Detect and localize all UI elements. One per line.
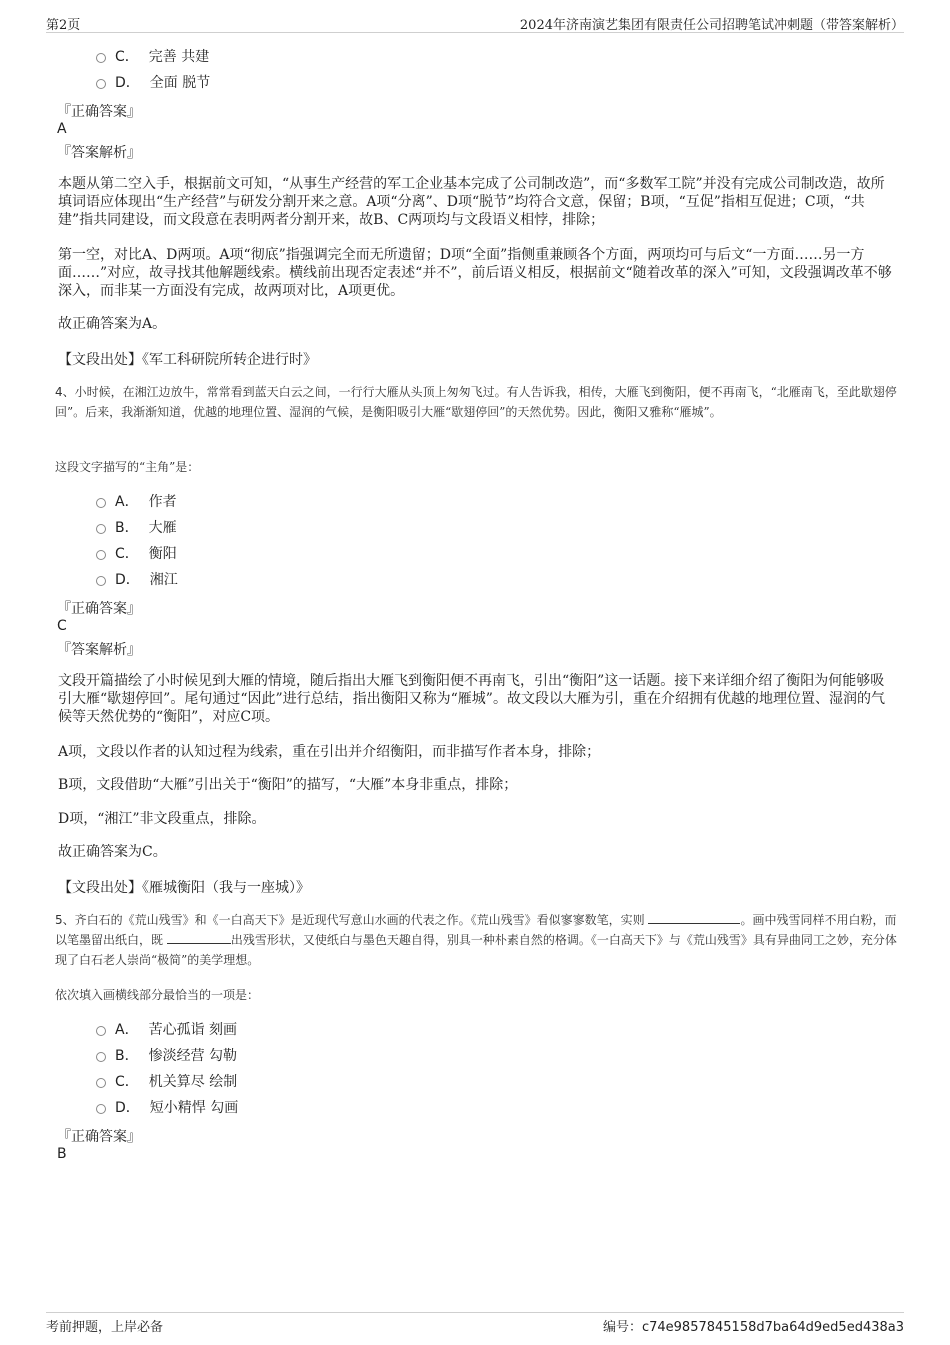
q4-analysis-para-4: D项，“湘江”非文段重点，排除。 bbox=[58, 811, 266, 827]
radio-icon[interactable] bbox=[96, 1052, 106, 1062]
option-letter: C． bbox=[115, 546, 139, 562]
q5-stem bbox=[55, 910, 900, 970]
question-text-part-2: 。画中残雪同样不用白粉，而以笔墨留出纸白，既 bbox=[55, 913, 897, 947]
option-letter: B． bbox=[115, 520, 139, 536]
radio-icon[interactable] bbox=[96, 53, 106, 63]
question-number: 4、 bbox=[55, 385, 75, 399]
fill-blank-2[interactable] bbox=[167, 931, 231, 944]
option-letter: C． bbox=[115, 1074, 139, 1090]
q3-analysis-para-2: 第一空，对比A、D两项。A项“彻底”指强调完全而无所遗留；D项“全面”指侧重兼顾各个方面，两项均可与后文“一方面……另一方面……”对应，故寻找其他解题线索。横线前出现否定表述“并不”，前后语义相反，根据前文“随着改革的深入”可知，文段强调改革不够深入，而非某一方面没有完成，故两项对比，A项更优。 bbox=[58, 247, 892, 299]
option-text: 衡阳 bbox=[148, 546, 177, 562]
footer-slogan: 考前押题，上岸必备 bbox=[46, 1320, 164, 1335]
q3-source: 【文段出处】《军工科研院所转企进行时》 bbox=[58, 352, 317, 368]
radio-icon[interactable] bbox=[96, 524, 106, 534]
option-text: 苦心孤诣 刻画 bbox=[148, 1022, 238, 1038]
question-text-part-3: 出残雪形状，又使纸白与墨色天趣自得，别具一种朴素自然的格调。《一白高天下》与《荒山残雪》具有异曲同工之妙，充分体现了白石老人崇尚“极简”的美学理想。 bbox=[55, 933, 897, 967]
option-text: 机关算尽 绘制 bbox=[148, 1074, 238, 1090]
document-code bbox=[603, 1316, 904, 1335]
code-label: 编号： bbox=[602, 1320, 642, 1335]
q4-analysis-label: 『答案解析』 bbox=[57, 642, 141, 658]
option-letter: B． bbox=[115, 1048, 139, 1064]
radio-icon[interactable] bbox=[96, 498, 106, 508]
q4-option-a[interactable] bbox=[96, 493, 177, 513]
q4-analysis-para-5: 故正确答案为C。 bbox=[58, 844, 167, 860]
q4-source: 【文段出处】《雁城衡阳（我与一座城）》 bbox=[58, 880, 310, 896]
question-text: 小时候，在湘江边放牛，常常看到蓝天白云之间，一行行大雁从头顶上匆匆飞过。有人告诉我，相传，大雁飞到衡阳，便不再南飞，“北雁南飞，至此歇翅停回”。后来，我渐渐知道，优越的地理位置、湿润的气候，是衡阳吸引大雁“歇翅停回”的天然优势。因此，衡阳又雅称“雁城”。 bbox=[55, 385, 897, 419]
radio-icon[interactable] bbox=[96, 1026, 106, 1036]
q3-answer-label: 『正确答案』 bbox=[57, 104, 141, 120]
page-number: 第2页 bbox=[46, 18, 81, 33]
option-text: 大雁 bbox=[148, 520, 177, 536]
radio-icon[interactable] bbox=[96, 576, 106, 586]
q4-option-d[interactable] bbox=[96, 571, 178, 591]
q5-answer: B bbox=[57, 1146, 67, 1162]
option-letter: D． bbox=[115, 75, 140, 91]
q3-option-d[interactable] bbox=[96, 74, 210, 94]
option-letter: A． bbox=[115, 1022, 139, 1038]
option-text: 短小精悍 勾画 bbox=[149, 1100, 239, 1116]
q4-option-b[interactable] bbox=[96, 519, 177, 539]
radio-icon[interactable] bbox=[96, 1104, 106, 1114]
q5-option-b[interactable] bbox=[96, 1047, 237, 1067]
radio-icon[interactable] bbox=[96, 79, 106, 89]
q3-analysis-label: 『答案解析』 bbox=[57, 145, 141, 161]
q4-answer-label: 『正确答案』 bbox=[57, 601, 141, 617]
option-letter: D． bbox=[115, 1100, 140, 1116]
option-text: 惨淡经营 勾勒 bbox=[148, 1048, 238, 1064]
fill-blank-1[interactable] bbox=[648, 911, 740, 924]
q5-option-c[interactable] bbox=[96, 1073, 237, 1093]
option-text: 作者 bbox=[148, 494, 177, 510]
option-letter: A． bbox=[115, 494, 139, 510]
q4-stem bbox=[55, 382, 900, 422]
q5-option-a[interactable] bbox=[96, 1021, 237, 1041]
q4-prompt: 这段文字描写的“主角”是： bbox=[55, 460, 200, 474]
q4-option-c[interactable] bbox=[96, 545, 177, 565]
option-text: 全面 脱节 bbox=[149, 75, 211, 91]
code-value: c74e9857845158d7ba64d9ed5ed438a3 bbox=[641, 1320, 904, 1335]
q3-answer: A bbox=[57, 121, 67, 137]
question-number: 5、 bbox=[55, 913, 75, 927]
q4-analysis-para-2: A项，文段以作者的认知过程为线索，重在引出并介绍衡阳，而非描写作者本身，排除； bbox=[58, 744, 601, 760]
q3-option-c[interactable] bbox=[96, 48, 209, 68]
option-letter: C． bbox=[115, 49, 139, 65]
option-text: 湘江 bbox=[149, 572, 178, 588]
q5-option-d[interactable] bbox=[96, 1099, 238, 1119]
q4-answer: C bbox=[57, 618, 67, 634]
q3-analysis-para-3: 故正确答案为A。 bbox=[58, 316, 167, 332]
option-letter: D． bbox=[115, 572, 140, 588]
q4-analysis-para-1: 文段开篇描绘了小时候见到大雁的情境，随后指出大雁飞到衡阳便不再南飞，引出“衡阳”这一话题。接下来详细介绍了衡阳为何能够吸引大雁“歇翅停回”。尾句通过“因此”进行总结，指出衡阳又称为“雁城”。故文段以大雁为引，重在介绍拥有优越的地理位置、湿润的气候等天然优势的“衡阳”，对应C项。 bbox=[58, 673, 885, 725]
question-text-part-1: 齐白石的《荒山残雪》和《一白高天下》是近现代写意山水画的代表之作。《荒山残雪》看似寥寥数笔，实则 bbox=[74, 913, 645, 927]
document-title: 2024年济南演艺集团有限责任公司招聘笔试冲刺题（带答案解析） bbox=[519, 18, 904, 33]
option-text: 完善 共建 bbox=[148, 49, 210, 65]
radio-icon[interactable] bbox=[96, 1078, 106, 1088]
q5-prompt: 依次填入画横线部分最恰当的一项是： bbox=[55, 988, 260, 1002]
page-header bbox=[46, 14, 904, 33]
page-footer bbox=[46, 1312, 904, 1333]
radio-icon[interactable] bbox=[96, 550, 106, 560]
q4-analysis-para-3: B项，文段借助“大雁”引出关于“衡阳”的描写，“大雁”本身非重点，排除； bbox=[58, 777, 518, 793]
q3-analysis-para-1: 本题从第二空入手，根据前文可知，“从事生产经营的军工企业基本完成了公司制改造”，而“多数军工院”并没有完成公司制改造，故所填词语应体现出“生产经营”与研发分割开来之意。A项“分离”、D项“脱节”均符合文意，保留；B项，“互促”指相互促进；C项，“共建”指共同建设，而文段意在表明两者分割开来，故B、C两项均与文段语义相悖，排除； bbox=[58, 176, 885, 228]
q5-answer-label: 『正确答案』 bbox=[57, 1129, 141, 1145]
